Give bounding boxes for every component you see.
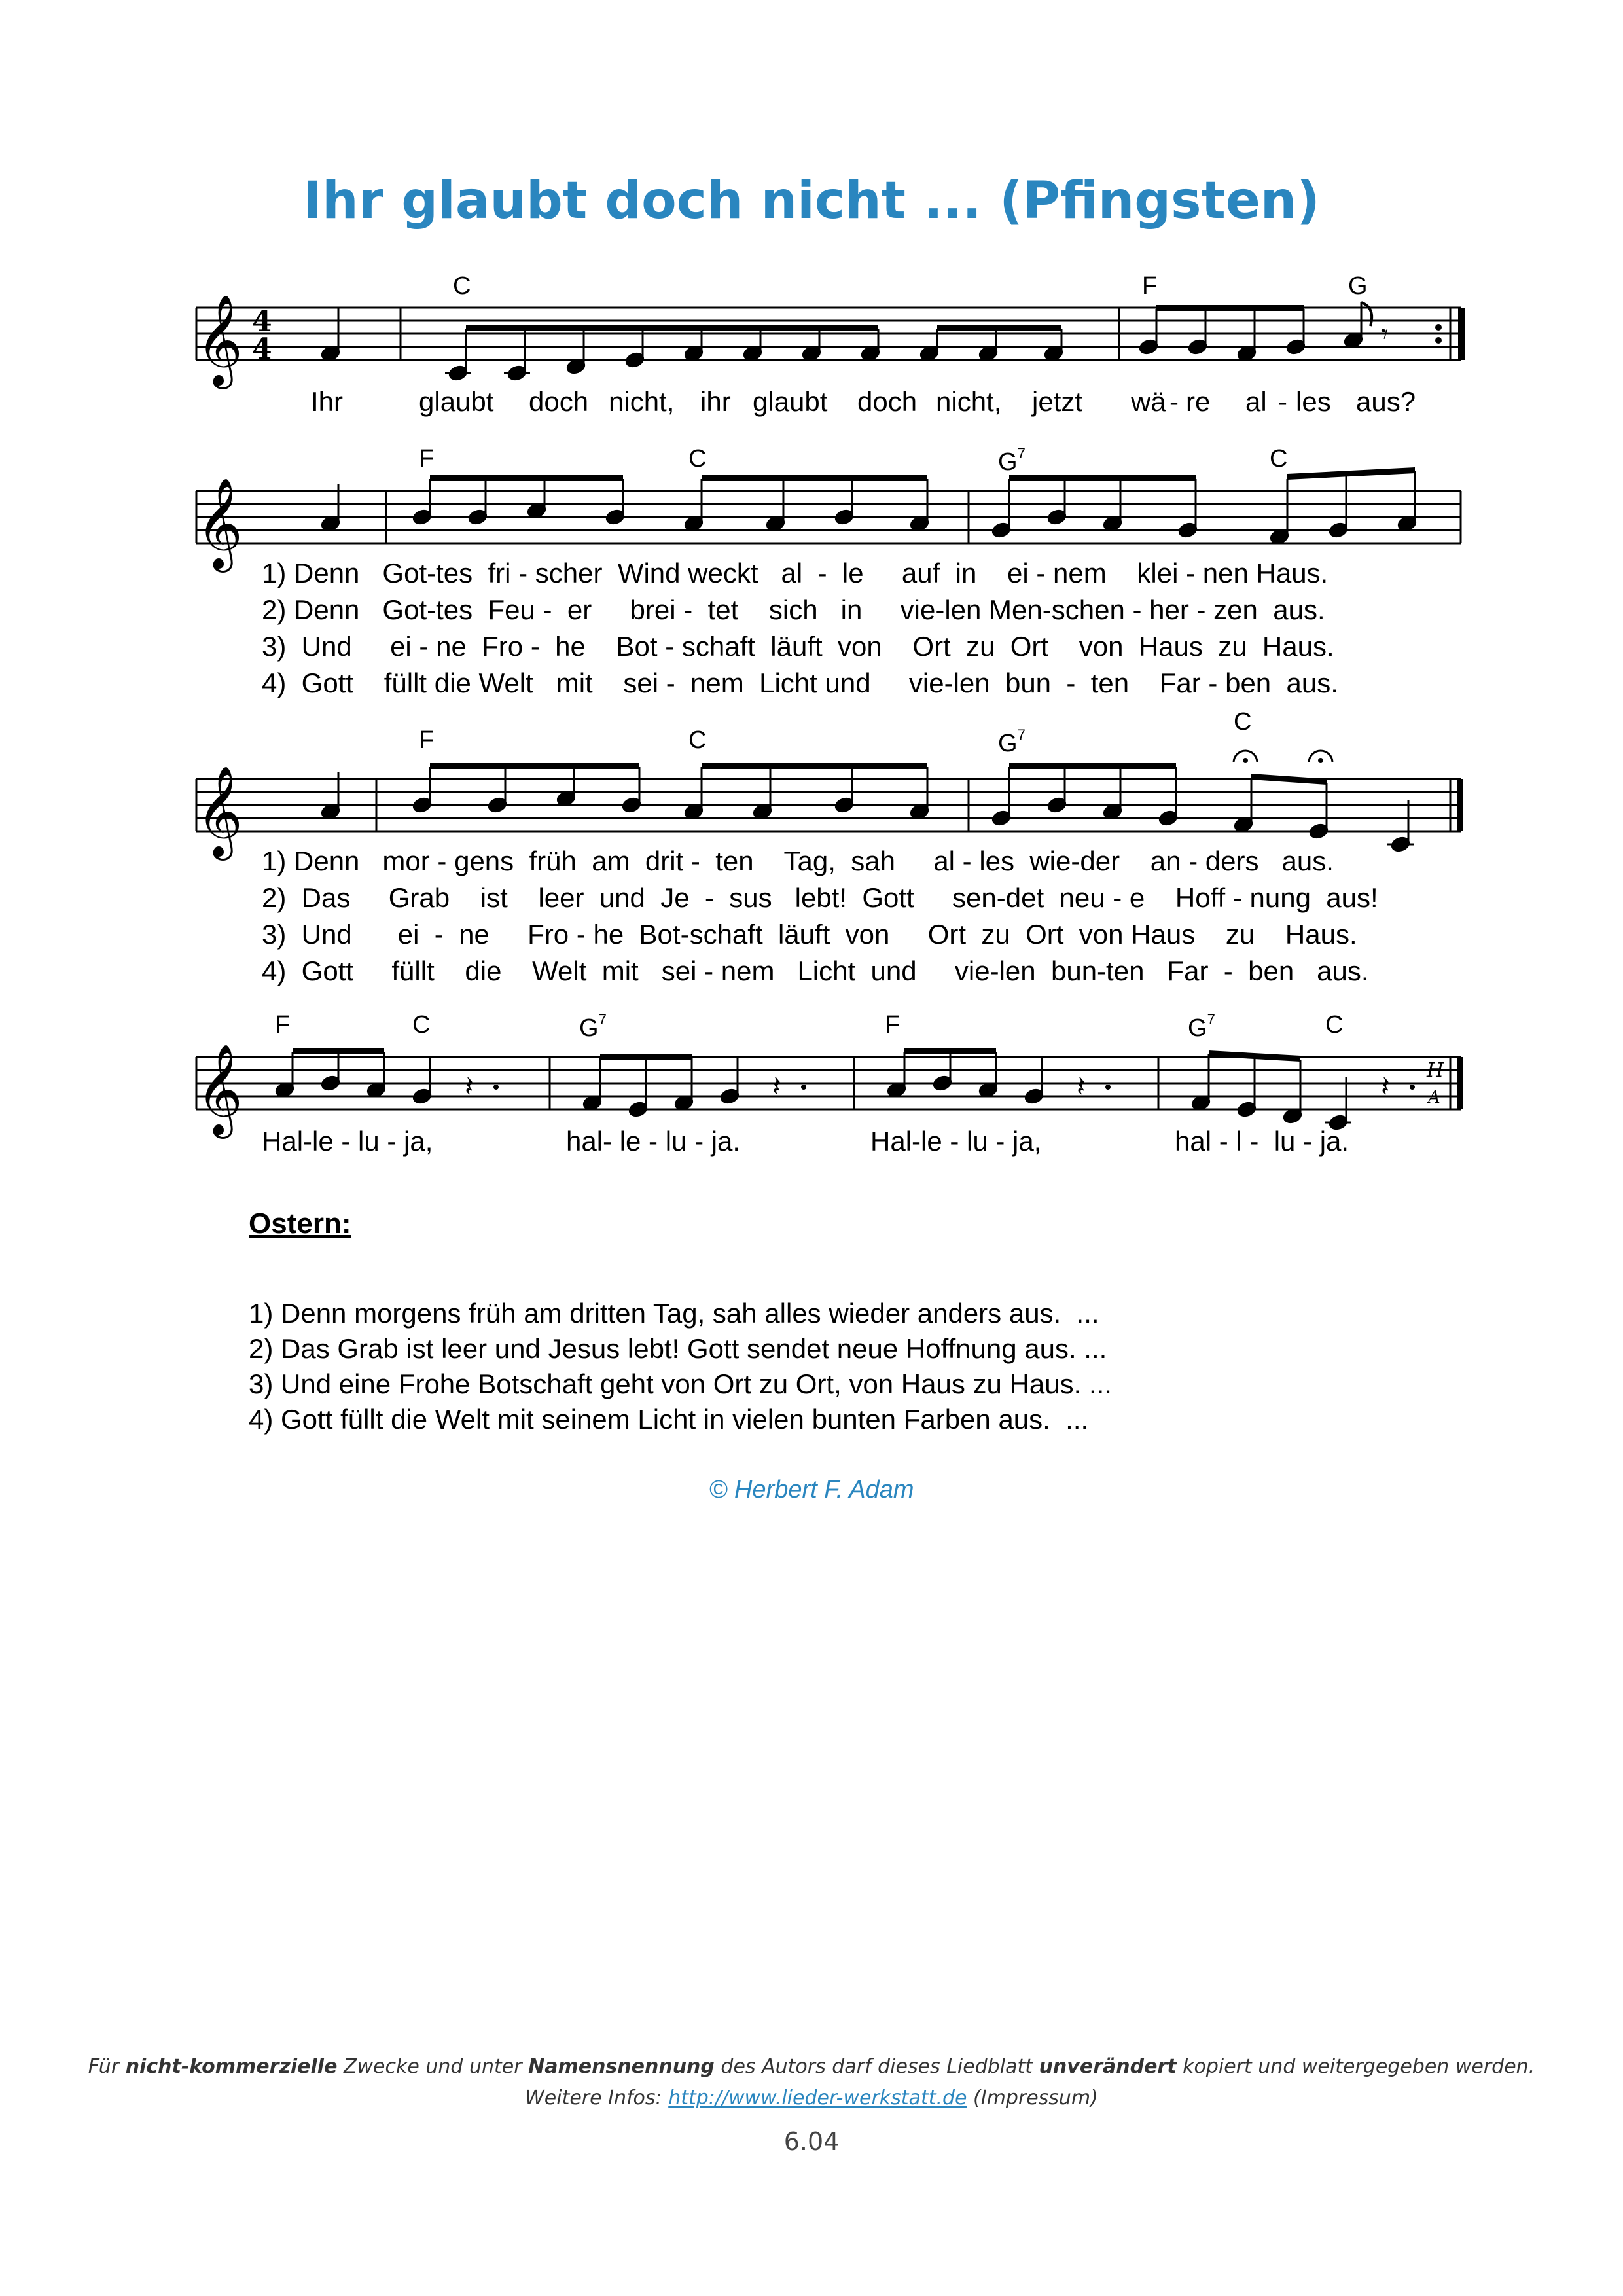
- lyric-hyphen: -: [1169, 386, 1179, 417]
- chord-f: F: [419, 726, 435, 754]
- license-note: Für nicht-kommerzielle Zwecke und unter Namensnennung des Autors darf dieses Liedblatt unverändert kopiert und weitergegeben werden.: [88, 2055, 1535, 2078]
- svg-text:4: 4: [252, 332, 272, 366]
- chord-c: C: [1234, 708, 1252, 736]
- chord-g7: $G^7$: [1188, 1011, 1215, 1042]
- music-system-4: [0, 1005, 1623, 1175]
- svg-text:𝄞: 𝄞: [196, 766, 243, 857]
- ostern-verse-3: 3) Und eine Frohe Botschaft geht von Ort zu Ort, von Haus zu Haus. ...: [249, 1369, 1112, 1399]
- music-system-2: [0, 445, 1623, 707]
- lyric-syllable: les: [1296, 386, 1331, 417]
- svg-text:H: H: [1427, 1059, 1444, 1082]
- lyric-hallelujah-4: hal - l - lu - ja.: [1175, 1126, 1349, 1157]
- verse-line-1: 1) Denn Got-tes fri - scher Wind weckt al - le auf in ei - nem klei - nen Haus.: [262, 558, 1329, 588]
- verse-line-4: 4) Gott füllt die Welt mit sei - nem Licht und vie-len bun-ten Far - ben aus.: [262, 956, 1369, 986]
- svg-text:𝄽: 𝄽: [1077, 1070, 1086, 1103]
- info-line: Weitere Infos: http://www.lieder-werkstatt.de (Impressum): [525, 2087, 1098, 2109]
- copyright: © Herbert F. Adam: [709, 1476, 914, 1503]
- website-link[interactable]: http://www.lieder-werkstatt.de: [668, 2087, 967, 2109]
- lyric-syllable: Ihr: [311, 386, 344, 417]
- lyric-hyphen: -: [1278, 386, 1287, 417]
- lyric-syllable: nicht,: [609, 386, 675, 417]
- lyric-syllable: ihr: [700, 386, 731, 417]
- ostern-verse-2: 2) Das Grab ist leer und Jesus lebt! Gott sendet neue Hoffnung aus. ...: [249, 1333, 1107, 1364]
- lyric-syllable: doch: [857, 386, 918, 417]
- verse-line-1: 1) Denn mor - gens früh am drit - ten Tag, sah al - les wie-der an - ders aus.: [262, 846, 1334, 876]
- svg-text:𝄞: 𝄞: [196, 1044, 243, 1135]
- chord-c: C: [453, 272, 471, 300]
- chord-c: C: [688, 445, 707, 473]
- lyric-syllable: doch: [529, 386, 589, 417]
- svg-text:𝄽: 𝄽: [1381, 1070, 1390, 1103]
- chord-f: F: [275, 1011, 291, 1039]
- lyric-syllable: glaubt: [419, 386, 494, 417]
- svg-text:𝄽: 𝄽: [772, 1070, 781, 1103]
- svg-text:𝄞: 𝄞: [196, 295, 243, 386]
- lyric-syllable: aus?: [1356, 386, 1416, 417]
- svg-text:𝄽: 𝄽: [465, 1070, 474, 1103]
- page-number: 6.04: [783, 2127, 840, 2156]
- chord-f: F: [885, 1011, 901, 1039]
- lyric-syllable: nicht,: [936, 386, 1002, 417]
- chord-g7: $G^7$: [998, 726, 1026, 757]
- verse-line-3: 3) Und ei - ne Fro - he Bot - schaft läuft von Ort zu Ort von Haus zu Haus.: [262, 631, 1334, 662]
- chord-g7: $G^7$: [998, 445, 1026, 476]
- music-system-3: [0, 708, 1623, 1001]
- ostern-heading: Ostern:: [249, 1208, 351, 1240]
- svg-text:A: A: [1428, 1088, 1440, 1107]
- verse-line-3: 3) Und ei - ne Fro - he Bot-schaft läuft von Ort zu Ort von Haus zu Haus.: [262, 919, 1357, 950]
- chord-c: C: [412, 1011, 431, 1039]
- ostern-verse-1: 1) Denn morgens früh am dritten Tag, sah alles wieder anders aus. ...: [249, 1298, 1099, 1329]
- verse-line-2: 2) Das Grab ist leer und Je - sus lebt! Gott sen-det neu - e Hoff - nung aus!: [262, 882, 1378, 913]
- verse-line-4: 4) Gott füllt die Welt mit sei - nem Licht und vie-len bun - ten Far - ben aus.: [262, 668, 1338, 698]
- lyric-hallelujah-2: hal- le - lu - ja.: [566, 1126, 741, 1157]
- chord-g: G: [1348, 272, 1368, 300]
- lyric-hallelujah-3: Hal-le - lu - ja,: [870, 1126, 1042, 1157]
- ostern-verse-4: 4) Gott füllt die Welt mit seinem Licht in vielen bunten Farben aus. ...: [249, 1404, 1089, 1435]
- lyric-syllable: re: [1186, 386, 1211, 417]
- music-system-1: [0, 262, 1623, 432]
- verse-line-2: 2) Denn Got-tes Feu - er brei - tet sich in vie-len Men-schen - her - zen aus.: [262, 594, 1325, 625]
- lyric-syllable: jetzt: [1032, 386, 1083, 417]
- chord-c: C: [1270, 445, 1288, 473]
- svg-text:𝄞: 𝄞: [196, 478, 243, 569]
- lyric-syllable: al: [1245, 386, 1267, 417]
- chord-f: F: [419, 445, 435, 473]
- lyric-hallelujah-1: Hal-le - lu - ja,: [262, 1126, 433, 1157]
- svg-text:𝄾: 𝄾: [1381, 317, 1389, 351]
- chord-c: C: [688, 726, 707, 754]
- lyric-syllable: wä: [1131, 386, 1166, 417]
- chord-f: F: [1142, 272, 1158, 300]
- song-title: Ihr glaubt doch nicht ... (Pfingsten): [303, 171, 1320, 230]
- chord-g7: $G^7$: [579, 1011, 607, 1042]
- staff-4: [0, 1005, 1623, 1149]
- lyric-syllable: glaubt: [753, 386, 828, 417]
- svg-text:4: 4: [252, 305, 272, 338]
- chord-c: C: [1325, 1011, 1344, 1039]
